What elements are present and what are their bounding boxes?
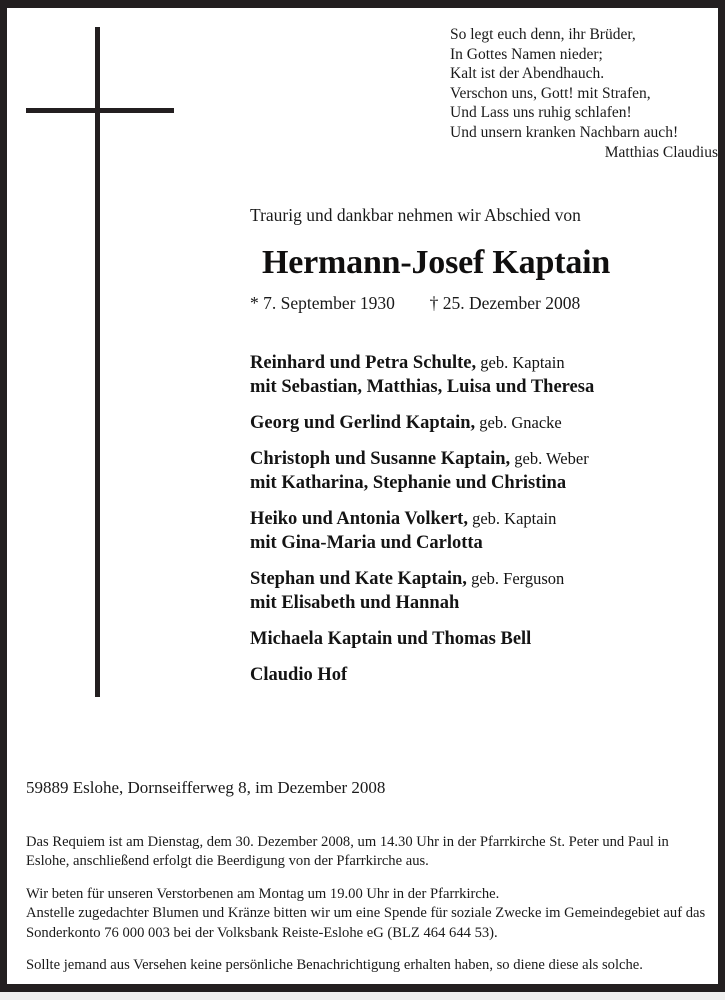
family-group	[250, 411, 720, 435]
announcement-block	[7, 204, 718, 314]
family-names: Michaela Kaptain und Thomas Bell	[250, 629, 532, 649]
note-notification: Sollte jemand aus Versehen keine persönliche Benachrichtigung erhalten haben, so diene diese als solche.	[26, 957, 643, 974]
family-group	[250, 627, 720, 651]
family-line	[250, 507, 720, 531]
family-line	[250, 567, 720, 591]
family-names: mit Gina-Maria und Carlotta	[250, 533, 483, 553]
note-prayer: Wir beten für unseren Verstorbenen am Montag um 19.00 Uhr in der Pfarrkirche.	[26, 885, 500, 902]
birth-date: 7. September 1930	[263, 293, 395, 313]
family-maiden-name: geb. Kaptain	[476, 353, 565, 372]
cross-horizontal-bar	[26, 108, 174, 113]
poem-line: Kalt ist der Abendhauch.	[450, 65, 605, 83]
notice-sheet	[7, 8, 718, 984]
family-names: mit Katharina, Stephanie und Christina	[250, 473, 567, 493]
family-names: mit Sebastian, Matthias, Luisa und Theresa	[250, 377, 595, 397]
family-maiden-name: geb. Weber	[510, 449, 589, 468]
family-list	[250, 351, 720, 699]
family-line	[250, 591, 720, 615]
poem-line: Und Lass uns ruhig schlafen!	[450, 104, 632, 122]
family-names: Georg und Gerlind Kaptain,	[250, 413, 476, 433]
funeral-notes	[26, 833, 712, 975]
family-names: Heiko und Antonia Volkert,	[250, 509, 468, 529]
cross-vertical-bar	[95, 27, 100, 697]
family-line	[250, 627, 720, 651]
poem-author: Matthias Claudius	[604, 143, 718, 161]
family-line	[250, 351, 720, 375]
christian-cross-icon	[7, 8, 237, 708]
family-names: Christoph und Susanne Kaptain,	[250, 449, 511, 469]
deceased-name: Hermann-Josef Kaptain	[262, 244, 611, 281]
death-symbol: †	[429, 293, 439, 313]
family-line	[250, 531, 720, 555]
note-donation: Anstelle zugedachter Blumen und Kränze bitten wir um eine Spende für soziale Zwecke im Gemeindegebiet auf das Sonderkonto 76 000 003 bei der Volksbank Reiste-Eslohe eG (BLZ 464 644 53).	[26, 905, 706, 941]
family-group	[250, 507, 720, 555]
family-maiden-name: geb. Gnacke	[475, 413, 562, 432]
life-dates	[7, 292, 718, 314]
family-names: Claudio Hof	[250, 665, 348, 685]
family-line	[250, 447, 720, 471]
poem-line: Verschon uns, Gott! mit Strafen,	[450, 84, 651, 102]
family-group	[250, 567, 720, 615]
family-group	[250, 351, 720, 399]
poem-block	[450, 25, 718, 162]
birth-symbol: *	[250, 293, 259, 313]
family-names: mit Elisabeth und Hannah	[250, 593, 460, 613]
family-names: Stephan und Kate Kaptain,	[250, 569, 467, 589]
address-line: 59889 Eslohe, Dornseifferweg 8, im Dezember 2008	[26, 778, 386, 797]
poem-line: Und unsern kranken Nachbarn auch!	[450, 123, 679, 141]
family-line	[250, 375, 720, 399]
family-line	[250, 663, 720, 687]
family-names: Reinhard und Petra Schulte,	[250, 353, 477, 373]
family-group	[250, 447, 720, 495]
family-maiden-name: geb. Kaptain	[467, 509, 557, 528]
family-line	[250, 411, 720, 435]
family-maiden-name: geb. Ferguson	[466, 569, 565, 588]
poem-line: So legt euch denn, ihr Brüder,	[450, 26, 636, 43]
family-line	[250, 471, 720, 495]
poem-line: In Gottes Namen nieder;	[450, 45, 603, 63]
family-group	[250, 663, 720, 687]
announcement-intro: Traurig und dankbar nehmen wir Abschied von	[250, 205, 581, 225]
death-date: 25. Dezember 2008	[442, 293, 581, 313]
note-requiem: Das Requiem ist am Dienstag, dem 30. Dezember 2008, um 14.30 Uhr in der Pfarrkirche St. Peter und Paul in Eslohe, anschließend erfolgt die Beerdigung von der Pfarrkirche aus.	[26, 834, 669, 870]
